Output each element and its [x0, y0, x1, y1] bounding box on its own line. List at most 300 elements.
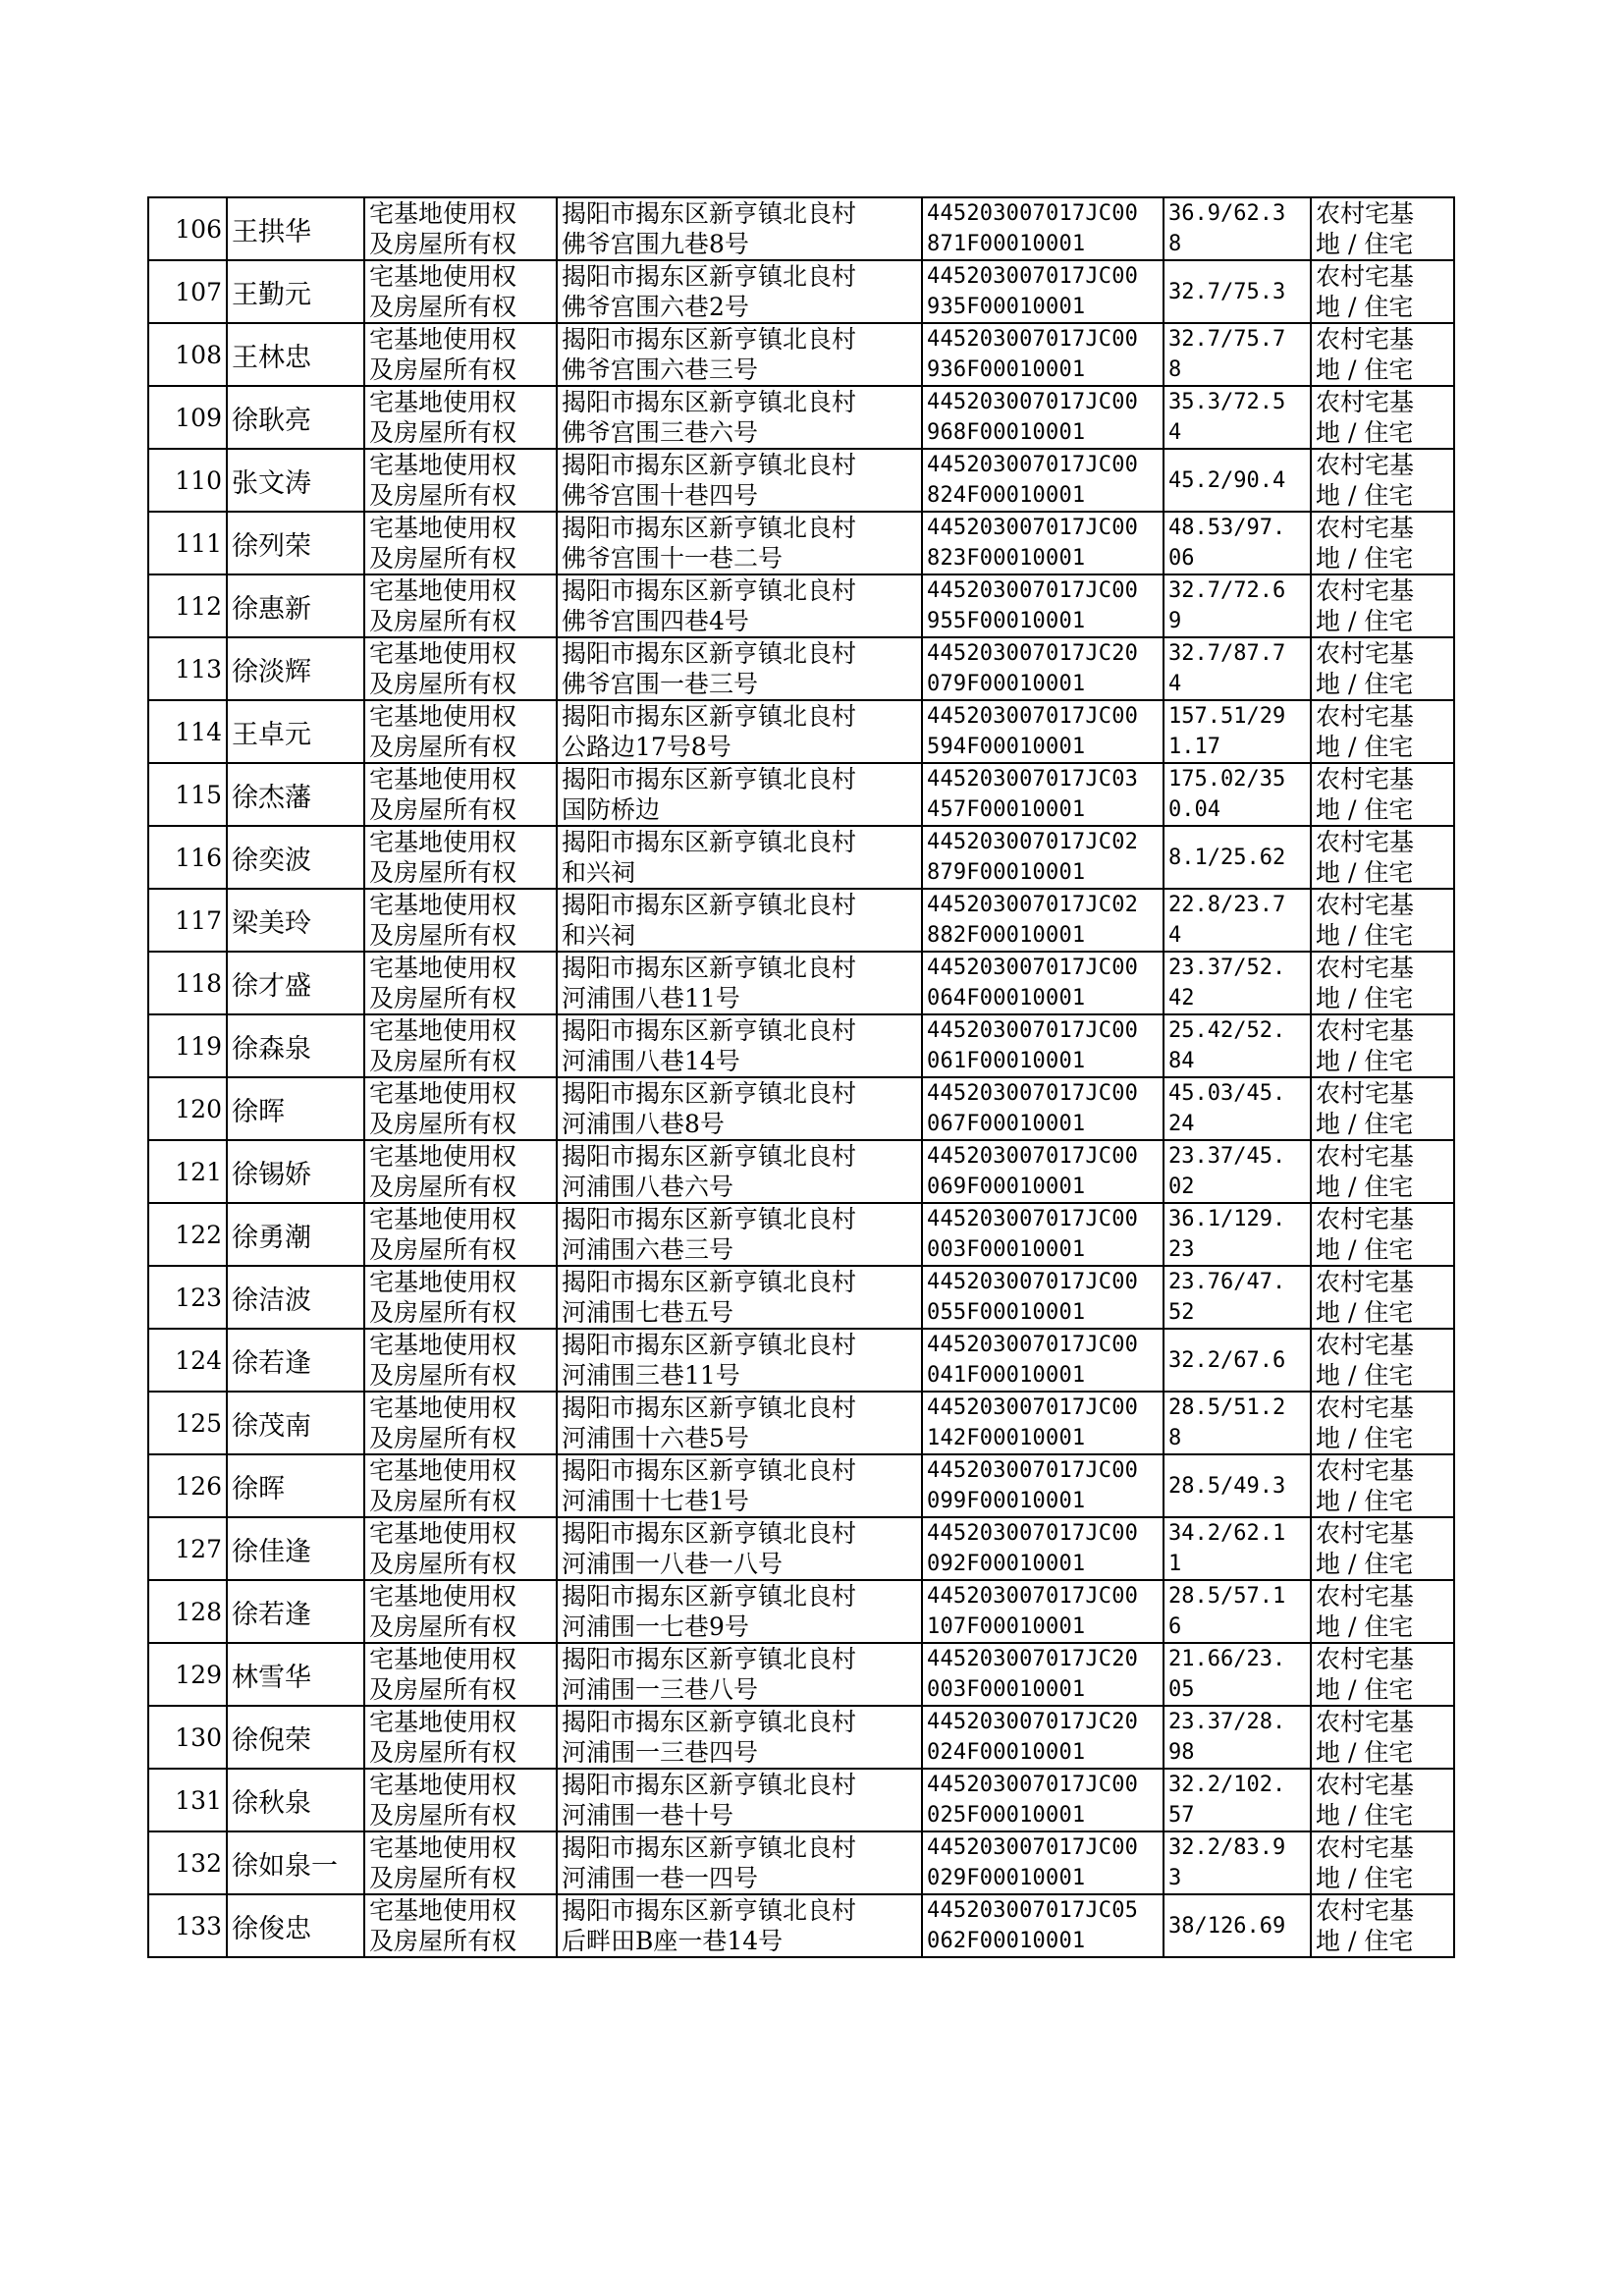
parcel-code-line-2: 882F00010001 — [927, 923, 1086, 948]
right-type-line-2: 及房屋所有权 — [369, 1612, 517, 1641]
owner-name-cell: 徐晖 — [227, 1454, 364, 1517]
right-type-line-1: 宅基地使用权 — [369, 1016, 517, 1045]
right-type-line-1: 宅基地使用权 — [369, 1708, 517, 1736]
parcel-code-cell — [922, 1203, 1164, 1266]
right-type-cell — [364, 1392, 557, 1454]
land-use-line-2: 地 / 住宅 — [1316, 1047, 1414, 1075]
land-use-cell — [1311, 889, 1454, 952]
row-number-cell: 120 — [148, 1077, 227, 1140]
row-number-cell: 126 — [148, 1454, 227, 1517]
registry-table — [147, 196, 1455, 1958]
row-number-cell: 115 — [148, 763, 227, 826]
right-type-line-1: 宅基地使用权 — [369, 1331, 517, 1359]
land-use-cell — [1311, 1706, 1454, 1769]
table-row — [148, 1140, 1454, 1203]
parcel-code-cell — [922, 1266, 1164, 1329]
land-use-cell — [1311, 323, 1454, 386]
right-type-line-1: 宅基地使用权 — [369, 828, 517, 856]
owner-name-cell: 徐如泉一 — [227, 1831, 364, 1894]
row-number-cell: 132 — [148, 1831, 227, 1894]
parcel-code-line-2: 079F00010001 — [927, 672, 1086, 696]
registry-table-body — [148, 197, 1454, 1957]
area-line-1: 32.7/87.7 — [1168, 641, 1286, 666]
land-use-line-2: 地 / 住宅 — [1316, 481, 1414, 510]
area-line-1: 28.5/49.3 — [1168, 1473, 1286, 1499]
area-line-1: 28.5/57.1 — [1168, 1584, 1286, 1609]
address-line-2: 佛爷宫围四巷4号 — [562, 607, 749, 635]
area-cell — [1164, 1643, 1311, 1706]
owner-name-cell: 徐森泉 — [227, 1014, 364, 1077]
area-cell — [1164, 1014, 1311, 1077]
area-line-2: 02 — [1168, 1175, 1195, 1199]
parcel-code-cell — [922, 826, 1164, 889]
area-line-1: 21.66/23. — [1168, 1647, 1286, 1671]
parcel-code-line-1: 445203007017JC20 — [927, 641, 1139, 666]
area-cell — [1164, 826, 1311, 889]
land-use-line-2: 地 / 住宅 — [1316, 921, 1414, 950]
address-line-1: 揭阳市揭东区新亨镇北良村 — [562, 765, 857, 793]
parcel-code-line-1: 445203007017JC00 — [927, 1395, 1139, 1420]
row-number-cell: 127 — [148, 1517, 227, 1580]
land-use-line-1: 农村宅基 — [1316, 1331, 1415, 1359]
owner-name-cell: 徐秋泉 — [227, 1769, 364, 1831]
address-line-2: 佛爷宫围十一巷二号 — [562, 544, 784, 573]
address-cell — [557, 574, 922, 637]
parcel-code-cell — [922, 1517, 1164, 1580]
row-number-cell: 114 — [148, 700, 227, 763]
address-line-1: 揭阳市揭东区新亨镇北良村 — [562, 325, 857, 354]
table-row — [148, 323, 1454, 386]
land-use-cell — [1311, 1454, 1454, 1517]
address-line-1: 揭阳市揭东区新亨镇北良村 — [562, 954, 857, 982]
table-row — [148, 386, 1454, 449]
area-cell — [1164, 1831, 1311, 1894]
right-type-cell — [364, 1831, 557, 1894]
table-row — [148, 700, 1454, 763]
land-use-cell — [1311, 574, 1454, 637]
address-line-2: 后畔田B座一巷14号 — [562, 1927, 784, 1955]
land-use-cell — [1311, 1769, 1454, 1831]
area-cell — [1164, 889, 1311, 952]
land-use-line-2: 地 / 住宅 — [1316, 1550, 1414, 1578]
land-use-cell — [1311, 449, 1454, 512]
address-cell — [557, 889, 922, 952]
table-row — [148, 1014, 1454, 1077]
area-cell — [1164, 1392, 1311, 1454]
parcel-code-line-2: 092F00010001 — [927, 1552, 1086, 1576]
parcel-code-line-1: 445203007017JC00 — [927, 264, 1139, 289]
parcel-code-cell — [922, 952, 1164, 1014]
address-line-1: 揭阳市揭东区新亨镇北良村 — [562, 1016, 857, 1045]
owner-name-cell: 徐洁波 — [227, 1266, 364, 1329]
table-row — [148, 1266, 1454, 1329]
area-line-2: 3 — [1168, 1866, 1182, 1890]
address-line-1: 揭阳市揭东区新亨镇北良村 — [562, 262, 857, 291]
area-line-2: 1.17 — [1168, 735, 1220, 759]
land-use-cell — [1311, 1266, 1454, 1329]
land-use-cell — [1311, 1140, 1454, 1203]
right-type-line-1: 宅基地使用权 — [369, 954, 517, 982]
right-type-line-2: 及房屋所有权 — [369, 1361, 517, 1390]
parcel-code-line-2: 041F00010001 — [927, 1363, 1086, 1388]
address-line-2: 河浦围八巷六号 — [562, 1173, 734, 1201]
area-line-2: 24 — [1168, 1112, 1195, 1136]
parcel-code-line-2: 067F00010001 — [927, 1112, 1086, 1136]
right-type-line-1: 宅基地使用权 — [369, 514, 517, 542]
right-type-line-2: 及房屋所有权 — [369, 1110, 517, 1138]
land-use-line-2: 地 / 住宅 — [1316, 418, 1414, 447]
right-type-line-1: 宅基地使用权 — [369, 1456, 517, 1485]
right-type-cell — [364, 1203, 557, 1266]
area-line-1: 32.7/75.3 — [1168, 279, 1286, 304]
row-number-cell: 117 — [148, 889, 227, 952]
right-type-line-1: 宅基地使用权 — [369, 1896, 517, 1925]
right-type-cell — [364, 1140, 557, 1203]
address-line-2: 河浦围一八巷一八号 — [562, 1550, 784, 1578]
right-type-cell — [364, 1014, 557, 1077]
owner-name-cell: 梁美玲 — [227, 889, 364, 952]
land-use-line-2: 地 / 住宅 — [1316, 1110, 1414, 1138]
address-cell — [557, 1831, 922, 1894]
owner-name-cell: 王卓元 — [227, 700, 364, 763]
row-number-cell: 122 — [148, 1203, 227, 1266]
parcel-code-cell — [922, 1580, 1164, 1643]
right-type-line-1: 宅基地使用权 — [369, 1645, 517, 1673]
parcel-code-cell — [922, 1894, 1164, 1957]
area-line-2: 8 — [1168, 232, 1182, 256]
land-use-line-2: 地 / 住宅 — [1316, 1361, 1414, 1390]
land-use-line-2: 地 / 住宅 — [1316, 1298, 1414, 1327]
area-cell — [1164, 1580, 1311, 1643]
land-use-line-1: 农村宅基 — [1316, 1205, 1415, 1233]
row-number-cell: 106 — [148, 197, 227, 260]
land-use-line-1: 农村宅基 — [1316, 702, 1415, 731]
area-line-2: 4 — [1168, 672, 1182, 696]
land-use-cell — [1311, 1203, 1454, 1266]
area-line-2: 52 — [1168, 1300, 1195, 1325]
land-use-line-2: 地 / 住宅 — [1316, 1927, 1414, 1955]
table-row — [148, 1077, 1454, 1140]
land-use-line-2: 地 / 住宅 — [1316, 984, 1414, 1012]
right-type-line-1: 宅基地使用权 — [369, 1582, 517, 1611]
parcel-code-line-1: 445203007017JC00 — [927, 327, 1139, 352]
parcel-code-line-2: 936F00010001 — [927, 357, 1086, 382]
right-type-line-1: 宅基地使用权 — [369, 576, 517, 605]
land-use-line-1: 农村宅基 — [1316, 199, 1415, 228]
right-type-line-2: 及房屋所有权 — [369, 1738, 517, 1767]
address-line-1: 揭阳市揭东区新亨镇北良村 — [562, 828, 857, 856]
table-row — [148, 1769, 1454, 1831]
owner-name-cell: 徐若逢 — [227, 1329, 364, 1392]
owner-name-cell: 徐若逢 — [227, 1580, 364, 1643]
address-line-2: 河浦围一巷一四号 — [562, 1864, 759, 1892]
address-line-1: 揭阳市揭东区新亨镇北良村 — [562, 514, 857, 542]
row-number-cell: 129 — [148, 1643, 227, 1706]
area-line-1: 45.03/45. — [1168, 1081, 1286, 1106]
area-line-1: 36.9/62.3 — [1168, 201, 1286, 226]
address-line-2: 佛爷宫围六巷2号 — [562, 293, 749, 321]
land-use-line-1: 农村宅基 — [1316, 388, 1415, 416]
address-cell — [557, 826, 922, 889]
land-use-line-1: 农村宅基 — [1316, 1582, 1415, 1611]
land-use-line-2: 地 / 住宅 — [1316, 733, 1414, 761]
parcel-code-line-2: 824F00010001 — [927, 483, 1086, 508]
parcel-code-line-1: 445203007017JC00 — [927, 1835, 1139, 1860]
right-type-line-2: 及房屋所有权 — [369, 1235, 517, 1264]
area-cell — [1164, 449, 1311, 512]
area-cell — [1164, 512, 1311, 574]
area-line-1: 32.2/83.9 — [1168, 1835, 1286, 1860]
address-cell — [557, 1014, 922, 1077]
land-use-line-2: 地 / 住宅 — [1316, 1487, 1414, 1515]
address-line-2: 公路边17号8号 — [562, 733, 731, 761]
parcel-code-line-2: 029F00010001 — [927, 1866, 1086, 1890]
table-row — [148, 1203, 1454, 1266]
address-cell — [557, 1329, 922, 1392]
owner-name-cell: 徐才盛 — [227, 952, 364, 1014]
right-type-cell — [364, 1894, 557, 1957]
address-line-2: 河浦围十七巷1号 — [562, 1487, 749, 1515]
right-type-line-2: 及房屋所有权 — [369, 795, 517, 824]
land-use-line-2: 地 / 住宅 — [1316, 355, 1414, 384]
parcel-code-line-1: 445203007017JC05 — [927, 1898, 1139, 1923]
address-cell — [557, 1769, 922, 1831]
land-use-cell — [1311, 1831, 1454, 1894]
right-type-line-1: 宅基地使用权 — [369, 891, 517, 919]
parcel-code-line-2: 594F00010001 — [927, 735, 1086, 759]
land-use-line-1: 农村宅基 — [1316, 828, 1415, 856]
right-type-cell — [364, 1643, 557, 1706]
land-use-cell — [1311, 1077, 1454, 1140]
address-line-1: 揭阳市揭东区新亨镇北良村 — [562, 639, 857, 668]
owner-name-cell: 徐锡娇 — [227, 1140, 364, 1203]
parcel-code-cell — [922, 1831, 1164, 1894]
area-cell — [1164, 386, 1311, 449]
address-line-2: 河浦围一七巷9号 — [562, 1612, 749, 1641]
parcel-code-cell — [922, 1706, 1164, 1769]
table-row — [148, 637, 1454, 700]
owner-name-cell: 徐俊忠 — [227, 1894, 364, 1957]
parcel-code-line-2: 935F00010001 — [927, 295, 1086, 319]
parcel-code-cell — [922, 197, 1164, 260]
parcel-code-line-2: 061F00010001 — [927, 1049, 1086, 1073]
area-line-1: 36.1/129. — [1168, 1207, 1286, 1231]
land-use-line-2: 地 / 住宅 — [1316, 293, 1414, 321]
right-type-line-1: 宅基地使用权 — [369, 1205, 517, 1233]
address-line-2: 佛爷宫围十巷四号 — [562, 481, 759, 510]
land-use-line-2: 地 / 住宅 — [1316, 1738, 1414, 1767]
parcel-code-line-1: 445203007017JC00 — [927, 453, 1139, 477]
address-line-1: 揭阳市揭东区新亨镇北良村 — [562, 1268, 857, 1296]
address-cell — [557, 1580, 922, 1643]
row-number-cell: 130 — [148, 1706, 227, 1769]
area-line-1: 8.1/25.62 — [1168, 845, 1286, 870]
area-line-2: 4 — [1168, 923, 1182, 948]
right-type-line-2: 及房屋所有权 — [369, 1675, 517, 1704]
area-cell — [1164, 952, 1311, 1014]
right-type-line-1: 宅基地使用权 — [369, 702, 517, 731]
right-type-line-2: 及房屋所有权 — [369, 984, 517, 1012]
land-use-line-2: 地 / 住宅 — [1316, 230, 1414, 258]
row-number-cell: 109 — [148, 386, 227, 449]
right-type-line-2: 及房屋所有权 — [369, 544, 517, 573]
parcel-code-line-2: 955F00010001 — [927, 609, 1086, 633]
area-line-1: 23.37/28. — [1168, 1710, 1286, 1734]
right-type-line-2: 及房屋所有权 — [369, 1424, 517, 1452]
area-line-1: 34.2/62.1 — [1168, 1521, 1286, 1546]
owner-name-cell: 徐晖 — [227, 1077, 364, 1140]
parcel-code-cell — [922, 1392, 1164, 1454]
parcel-code-line-1: 445203007017JC00 — [927, 578, 1139, 603]
right-type-line-1: 宅基地使用权 — [369, 1519, 517, 1548]
right-type-line-1: 宅基地使用权 — [369, 199, 517, 228]
right-type-line-2: 及房屋所有权 — [369, 1298, 517, 1327]
parcel-code-line-1: 445203007017JC00 — [927, 1521, 1139, 1546]
area-line-1: 35.3/72.5 — [1168, 390, 1286, 414]
address-line-1: 揭阳市揭东区新亨镇北良村 — [562, 199, 857, 228]
area-line-1: 23.76/47. — [1168, 1270, 1286, 1294]
parcel-code-line-1: 445203007017JC02 — [927, 893, 1139, 917]
owner-name-cell: 徐茂南 — [227, 1392, 364, 1454]
row-number-cell: 112 — [148, 574, 227, 637]
land-use-cell — [1311, 952, 1454, 1014]
address-line-2: 国防桥边 — [562, 795, 661, 824]
right-type-cell — [364, 323, 557, 386]
address-line-2: 河浦围八巷14号 — [562, 1047, 740, 1075]
address-cell — [557, 323, 922, 386]
land-use-cell — [1311, 197, 1454, 260]
area-cell — [1164, 1454, 1311, 1517]
area-cell — [1164, 323, 1311, 386]
parcel-code-cell — [922, 1643, 1164, 1706]
area-line-2: 9 — [1168, 609, 1182, 633]
row-number-cell: 108 — [148, 323, 227, 386]
right-type-line-1: 宅基地使用权 — [369, 388, 517, 416]
right-type-line-1: 宅基地使用权 — [369, 262, 517, 291]
land-use-line-1: 农村宅基 — [1316, 1708, 1415, 1736]
parcel-code-line-1: 445203007017JC02 — [927, 830, 1139, 854]
row-number-cell: 110 — [148, 449, 227, 512]
parcel-code-cell — [922, 1769, 1164, 1831]
area-cell — [1164, 700, 1311, 763]
address-cell — [557, 1077, 922, 1140]
table-row — [148, 1580, 1454, 1643]
parcel-code-line-1: 445203007017JC00 — [927, 1018, 1139, 1043]
land-use-cell — [1311, 637, 1454, 700]
land-use-cell — [1311, 1580, 1454, 1643]
table-row — [148, 1831, 1454, 1894]
area-line-2: 4 — [1168, 420, 1182, 445]
parcel-code-line-1: 445203007017JC00 — [927, 390, 1139, 414]
table-row — [148, 260, 1454, 323]
parcel-code-line-2: 871F00010001 — [927, 232, 1086, 256]
row-number-cell: 131 — [148, 1769, 227, 1831]
parcel-code-cell — [922, 889, 1164, 952]
area-cell — [1164, 637, 1311, 700]
table-row — [148, 763, 1454, 826]
land-use-line-1: 农村宅基 — [1316, 451, 1415, 479]
address-line-1: 揭阳市揭东区新亨镇北良村 — [562, 1079, 857, 1108]
owner-name-cell: 徐列荣 — [227, 512, 364, 574]
land-use-line-1: 农村宅基 — [1316, 1393, 1415, 1422]
area-line-1: 23.37/45. — [1168, 1144, 1286, 1169]
area-cell — [1164, 197, 1311, 260]
address-cell — [557, 1706, 922, 1769]
land-use-line-1: 农村宅基 — [1316, 514, 1415, 542]
parcel-code-line-1: 445203007017JC00 — [927, 704, 1139, 729]
owner-name-cell: 徐淡辉 — [227, 637, 364, 700]
parcel-code-line-1: 445203007017JC00 — [927, 1773, 1139, 1797]
right-type-cell — [364, 1517, 557, 1580]
land-use-line-2: 地 / 住宅 — [1316, 795, 1414, 824]
right-type-cell — [364, 260, 557, 323]
area-line-1: 32.7/75.7 — [1168, 327, 1286, 352]
land-use-line-1: 农村宅基 — [1316, 325, 1415, 354]
land-use-line-1: 农村宅基 — [1316, 1896, 1415, 1925]
area-cell — [1164, 1077, 1311, 1140]
right-type-line-2: 及房屋所有权 — [369, 1927, 517, 1955]
area-cell — [1164, 1517, 1311, 1580]
parcel-code-line-1: 445203007017JC00 — [927, 1207, 1139, 1231]
address-line-2: 河浦围三巷11号 — [562, 1361, 740, 1390]
address-cell — [557, 197, 922, 260]
land-use-cell — [1311, 1329, 1454, 1392]
land-use-line-1: 农村宅基 — [1316, 1771, 1415, 1799]
address-line-2: 和兴祠 — [562, 921, 636, 950]
row-number-cell: 113 — [148, 637, 227, 700]
area-line-1: 157.51/29 — [1168, 704, 1286, 729]
area-line-1: 25.42/52. — [1168, 1018, 1286, 1043]
land-use-line-2: 地 / 住宅 — [1316, 607, 1414, 635]
address-cell — [557, 1517, 922, 1580]
land-use-cell — [1311, 700, 1454, 763]
area-line-2: 84 — [1168, 1049, 1195, 1073]
address-line-2: 河浦围八巷8号 — [562, 1110, 725, 1138]
address-line-1: 揭阳市揭东区新亨镇北良村 — [562, 1708, 857, 1736]
right-type-cell — [364, 1580, 557, 1643]
right-type-cell — [364, 889, 557, 952]
right-type-line-2: 及房屋所有权 — [369, 418, 517, 447]
row-number-cell: 123 — [148, 1266, 227, 1329]
address-line-1: 揭阳市揭东区新亨镇北良村 — [562, 1331, 857, 1359]
address-line-1: 揭阳市揭东区新亨镇北良村 — [562, 1833, 857, 1862]
address-line-2: 河浦围十六巷5号 — [562, 1424, 749, 1452]
area-line-2: 8 — [1168, 357, 1182, 382]
parcel-code-cell — [922, 260, 1164, 323]
address-line-1: 揭阳市揭东区新亨镇北良村 — [562, 1142, 857, 1171]
land-use-cell — [1311, 386, 1454, 449]
parcel-code-cell — [922, 700, 1164, 763]
land-use-line-2: 地 / 住宅 — [1316, 1864, 1414, 1892]
area-cell — [1164, 1266, 1311, 1329]
parcel-code-line-1: 445203007017JC03 — [927, 767, 1139, 792]
row-number-cell: 133 — [148, 1894, 227, 1957]
parcel-code-line-2: 823F00010001 — [927, 546, 1086, 571]
row-number-cell: 121 — [148, 1140, 227, 1203]
land-use-line-2: 地 / 住宅 — [1316, 544, 1414, 573]
parcel-code-cell — [922, 1140, 1164, 1203]
address-cell — [557, 700, 922, 763]
right-type-line-2: 及房屋所有权 — [369, 607, 517, 635]
address-line-1: 揭阳市揭东区新亨镇北良村 — [562, 1645, 857, 1673]
right-type-cell — [364, 1077, 557, 1140]
address-cell — [557, 386, 922, 449]
address-line-2: 河浦围七巷五号 — [562, 1298, 734, 1327]
right-type-line-1: 宅基地使用权 — [369, 1079, 517, 1108]
table-row — [148, 952, 1454, 1014]
land-use-line-2: 地 / 住宅 — [1316, 1235, 1414, 1264]
parcel-code-line-2: 003F00010001 — [927, 1237, 1086, 1262]
